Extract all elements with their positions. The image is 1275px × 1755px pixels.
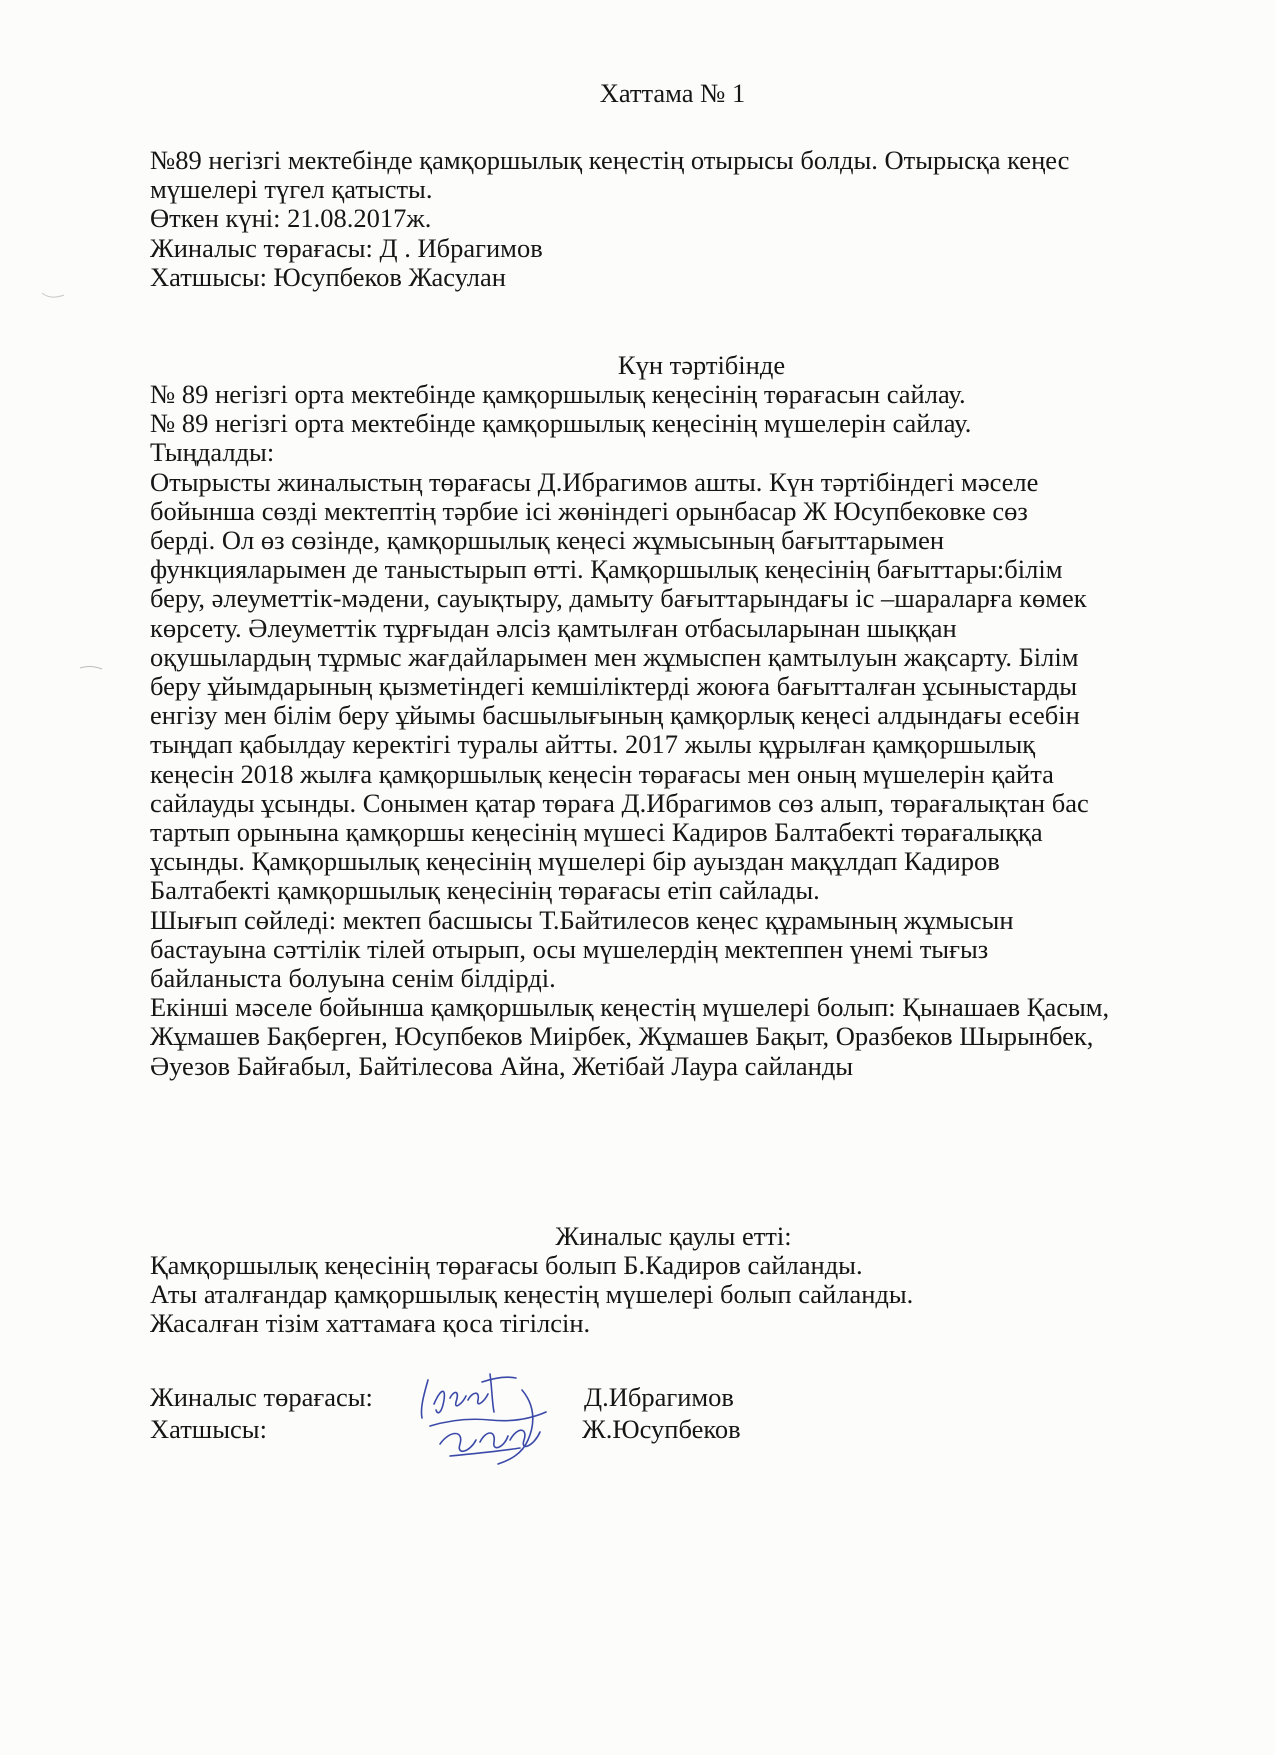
meeting-secretary: Хатшысы: Юсупбеков Жасулан xyxy=(150,261,506,292)
decision-line: Жасалған тізім хаттамаға қоса тігілсін. xyxy=(150,1308,591,1339)
decision-line: Аты аталғандар қамқоршылық кеңестің мүшелері болып сайланды. xyxy=(150,1279,914,1310)
body-line: бойынша сөзді мектептің тәрбие ісі жөніндегі орынбасар Ж Юсупбековке сөз xyxy=(150,495,1028,526)
agenda-line: № 89 негізгі орта мектебінде қамқоршылық кеңесінің мүшелерін сайлау. xyxy=(150,408,972,439)
agenda-line: № 89 негізгі орта мектебінде қамқоршылық кеңесінің төрағасын сайлау. xyxy=(150,379,966,409)
signature-role: Хатшысы: xyxy=(150,1414,267,1444)
body-line: оқушылардың тұрмыс жағдайларымен мен жұмыспен қамтылуын жақсарту. Білім xyxy=(150,641,1079,672)
body-line: берді. Ол өз сөзінде, қамқоршылық кеңесі жұмысының бағыттарымен xyxy=(150,525,945,556)
body-line: Шығып сөйледі: мектеп басшысы Т.Байтилесов кеңес құрамының жұмысын xyxy=(150,904,1014,935)
body-line: Балтабекті қамқоршылық кеңесінің төрағасы етіп сайлады. xyxy=(150,875,820,906)
body-line: беру ұйымдарының қызметіндегі кемшіліктерді жоюға бағытталған ұсыныстарды xyxy=(150,671,1078,702)
signature-row-chair xyxy=(150,1382,1150,1414)
agenda-heading: Күн тәртібінде xyxy=(617,350,786,380)
body-line: бастауына сәттілік тілей отырып, осы мүшелердің мектеппен үнемі тығыз xyxy=(150,933,989,964)
handwritten-signature xyxy=(410,1360,570,1468)
body-line: функцияларымен де таныстырып өтті. Қамқоршылық кеңесінің бағыттары:білім xyxy=(150,554,1063,585)
heard-label: Тыңдалды: xyxy=(150,437,275,468)
meeting-chair: Жиналыс төрағасы: Д . Ибрагимов xyxy=(150,232,543,263)
agenda-section xyxy=(150,380,1210,1081)
body-line: сайлауды ұсынды. Сонымен қатар төраға Д.Ибрагимов сөз алып, төрағалықтан бас xyxy=(150,787,1089,818)
body-line: беру, әлеуметтік-мәдени, сауықтыру, дамыту бағыттарындағы іс –шараларға көмек xyxy=(150,583,1087,614)
body-line: енгізу мен білім беру ұйымы басшылығының қамқорлық кеңесі алдындағы есебін xyxy=(150,700,1080,731)
decision-line: Қамқоршылық кеңесінің төрағасы болып Б.Кадиров сайланды. xyxy=(150,1250,863,1280)
body-line: ұсынды. Қамқоршылық кеңесінің мүшелері бір ауыздан мақұлдап Кадиров xyxy=(150,846,1000,877)
body-line: көрсету. Әлеуметтік тұрғыдан әлсіз қамтылған отбасыларынан шыққан xyxy=(150,612,957,643)
body-line: тыңдап қабылдау керектігі туралы айтты. 2017 жылы құрылған қамқоршылық xyxy=(150,729,1036,760)
body-line: Екінші мәселе бойынша қамқоршылық кеңестің мүшелері болып: Қынашаев Қасым, xyxy=(150,992,1110,1023)
body-line: байланыста болуына сенім білдірді. xyxy=(150,963,556,994)
body-line: тартып орынына қамқоршы кеңесінің мүшесі Кадиров Балтабекті төрағалыққа xyxy=(150,817,1043,848)
document-title: Хаттама № 1 xyxy=(599,78,746,108)
body-line: кеңесін 2018 жылға қамқоршылық кеңесін төрағасы мен оның мүшелерін қайта xyxy=(150,758,1054,789)
meeting-date: Өткен күні: 21.08.2017ж. xyxy=(150,203,432,234)
intro-line: мүшелері түгел қатысты. xyxy=(150,174,433,205)
decision-heading: Жиналыс қаулы етті: xyxy=(555,1221,792,1251)
intro-section xyxy=(150,146,1210,292)
body-line: Әуезов Байғабыл, Байтілесова Айна, Жетібай Лаура сайланды xyxy=(150,1050,854,1081)
scan-mark xyxy=(40,290,66,300)
decision-section xyxy=(150,1251,1210,1339)
signature-name: Д.Ибрагимов xyxy=(584,1382,734,1412)
scan-mark xyxy=(78,663,104,673)
signature-name: Ж.Юсупбеков xyxy=(582,1414,741,1444)
body-line: Жұмашев Бақберген, Юсупбеков Миірбек, Жұмашев Бақыт, Оразбеков Шырынбек, xyxy=(150,1021,1094,1052)
body-line: Отырысты жиналыстың төрағасы Д.Ибрагимов ашты. Күн тәртібіндегі мәселе xyxy=(150,466,1039,497)
signature-role: Жиналыс төрағасы: xyxy=(150,1382,373,1412)
signature-row-secretary xyxy=(150,1414,1150,1446)
intro-line: №89 негізгі мектебінде қамқоршылық кеңестің отырысы болды. Отырысқа кеңес xyxy=(150,145,1070,175)
